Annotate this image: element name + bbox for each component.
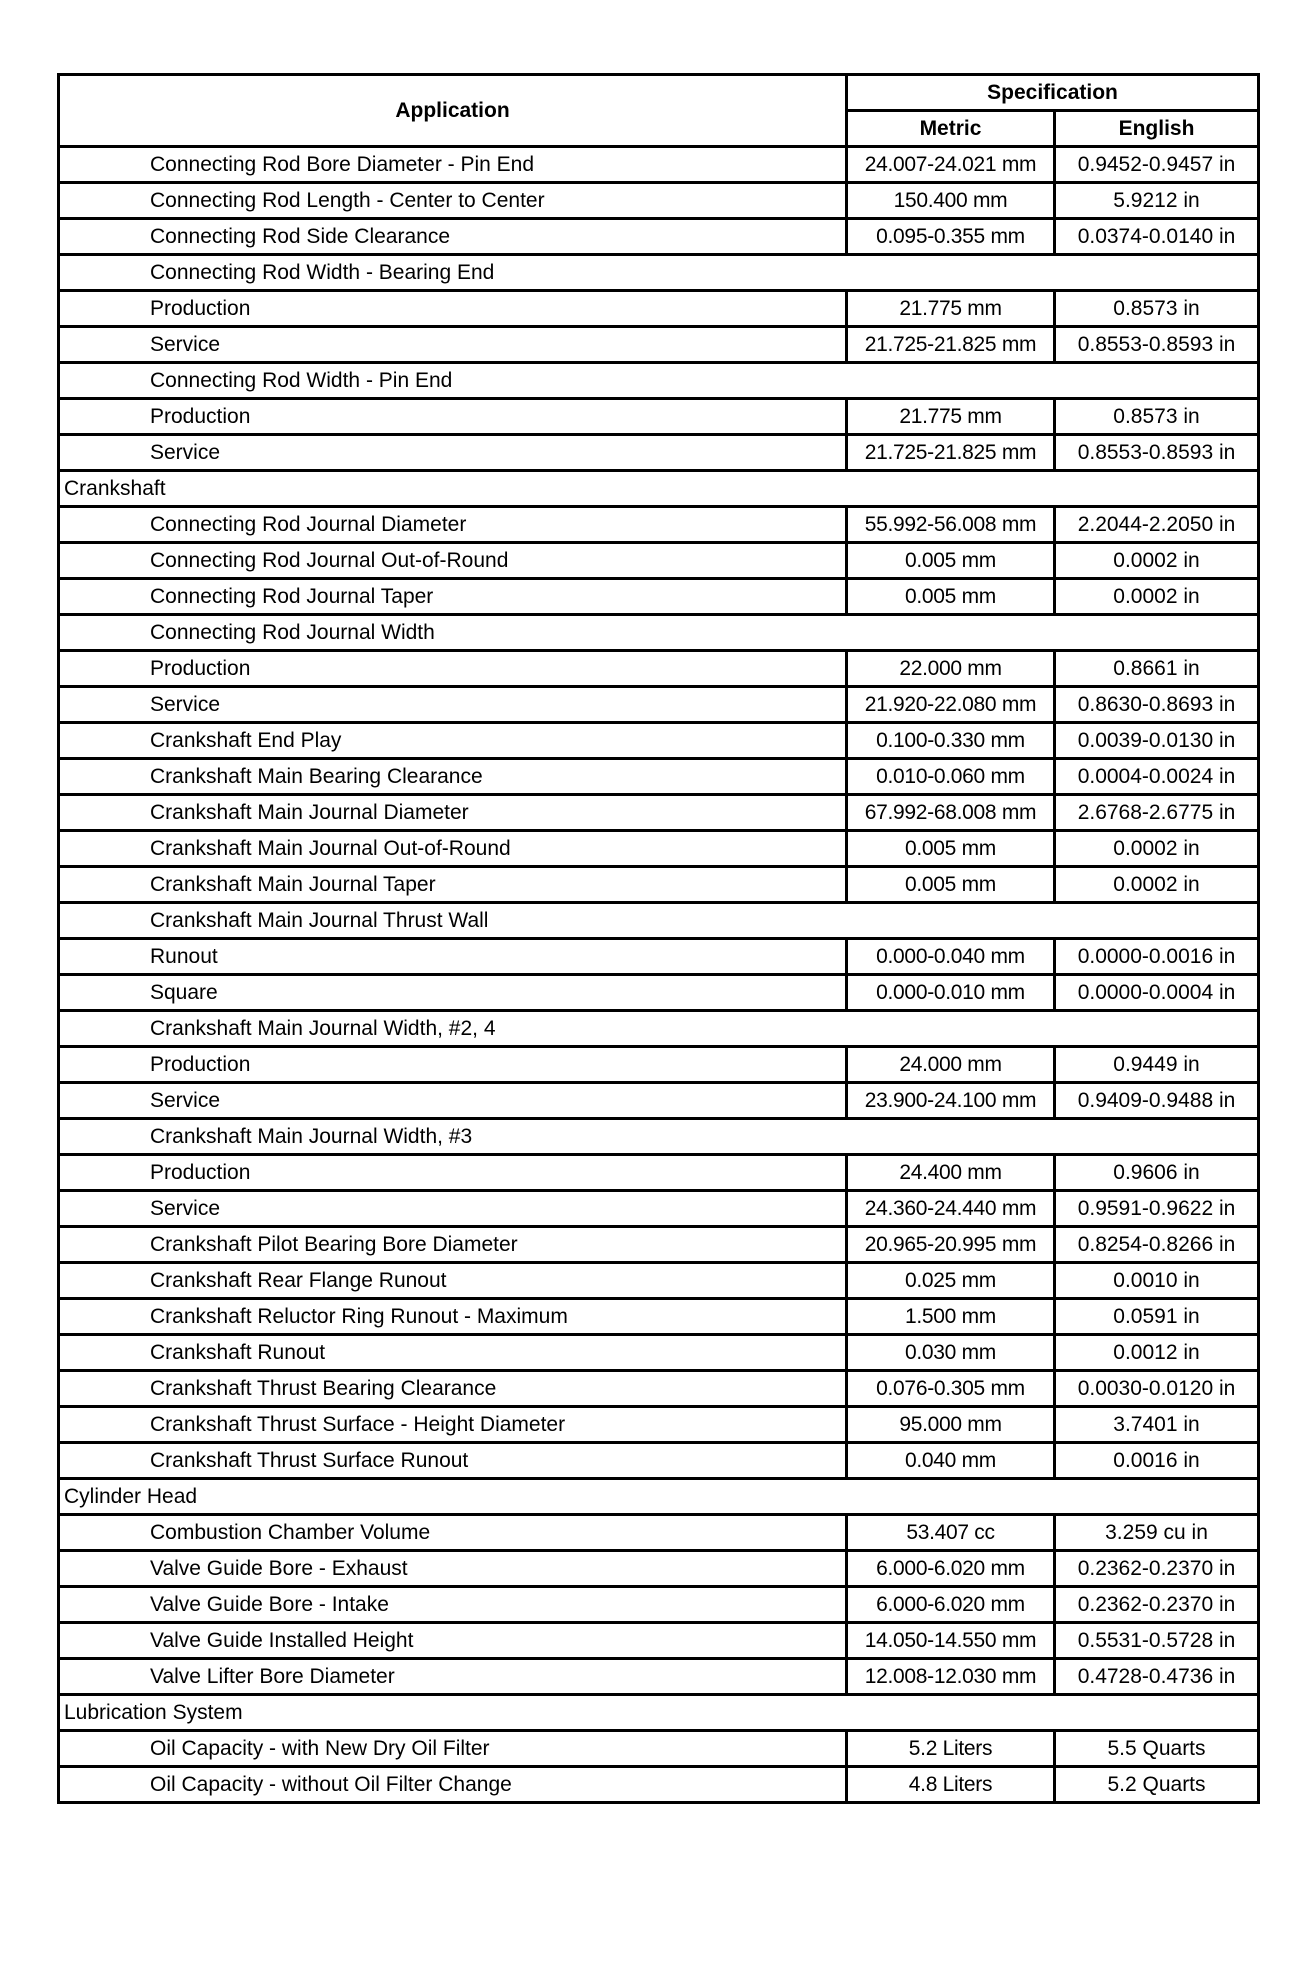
english-cell: 0.8630-0.8693 in: [1055, 687, 1259, 723]
metric-cell: 0.100-0.330 mm: [847, 723, 1055, 759]
metric-cell: 0.005 mm: [847, 543, 1055, 579]
table-row: [59, 723, 1259, 759]
metric-cell: 24.400 mm: [847, 1155, 1055, 1191]
section-row: [59, 1479, 1259, 1515]
metric-cell: 0.000-0.010 mm: [847, 975, 1055, 1011]
english-cell: 0.8553-0.8593 in: [1055, 327, 1259, 363]
application-cell: Connecting Rod Side Clearance: [59, 219, 847, 255]
table-row: [59, 543, 1259, 579]
table-header: [59, 75, 1259, 147]
application-cell: Crankshaft Main Journal Taper: [59, 867, 847, 903]
application-cell: Connecting Rod Journal Diameter: [59, 507, 847, 543]
application-cell: Production: [59, 399, 847, 435]
table-row: [59, 1047, 1259, 1083]
table-row: [59, 1155, 1259, 1191]
table-row: [59, 579, 1259, 615]
metric-cell: 0.005 mm: [847, 867, 1055, 903]
table-row: [59, 1731, 1259, 1767]
table-row: [59, 291, 1259, 327]
english-cell: 0.0000-0.0004 in: [1055, 975, 1259, 1011]
table-row: [59, 1263, 1259, 1299]
english-cell: 0.5531-0.5728 in: [1055, 1623, 1259, 1659]
metric-cell: 24.360-24.440 mm: [847, 1191, 1055, 1227]
metric-header: Metric: [847, 111, 1055, 147]
application-cell: Production: [59, 1047, 847, 1083]
application-cell: Square: [59, 975, 847, 1011]
english-cell: 0.8553-0.8593 in: [1055, 435, 1259, 471]
metric-cell: 0.025 mm: [847, 1263, 1055, 1299]
application-cell: Production: [59, 291, 847, 327]
application-cell: Combustion Chamber Volume: [59, 1515, 847, 1551]
application-cell: Crankshaft Thrust Surface Runout: [59, 1443, 847, 1479]
table-row: [59, 795, 1259, 831]
application-cell: Service: [59, 1083, 847, 1119]
metric-cell: 21.775 mm: [847, 291, 1055, 327]
metric-cell: 12.008-12.030 mm: [847, 1659, 1055, 1695]
application-cell: Production: [59, 1155, 847, 1191]
english-cell: 0.0030-0.0120 in: [1055, 1371, 1259, 1407]
metric-cell: 14.050-14.550 mm: [847, 1623, 1055, 1659]
english-cell: 0.2362-0.2370 in: [1055, 1587, 1259, 1623]
metric-cell: 0.005 mm: [847, 579, 1055, 615]
english-cell: 0.0374-0.0140 in: [1055, 219, 1259, 255]
group-row: [59, 1011, 1259, 1047]
application-cell: Valve Lifter Bore Diameter: [59, 1659, 847, 1695]
application-cell: Connecting Rod Journal Out-of-Round: [59, 543, 847, 579]
section-heading: Cylinder Head: [59, 1479, 1259, 1515]
english-cell: 0.0004-0.0024 in: [1055, 759, 1259, 795]
table-row: [59, 831, 1259, 867]
metric-cell: 0.005 mm: [847, 831, 1055, 867]
group-row: [59, 903, 1259, 939]
application-cell: Valve Guide Bore - Intake: [59, 1587, 847, 1623]
application-cell: Crankshaft Main Journal Out-of-Round: [59, 831, 847, 867]
metric-cell: 24.007-24.021 mm: [847, 147, 1055, 183]
metric-cell: 0.095-0.355 mm: [847, 219, 1055, 255]
english-cell: 0.0010 in: [1055, 1263, 1259, 1299]
application-cell: Service: [59, 327, 847, 363]
table-row: [59, 1551, 1259, 1587]
group-heading: Connecting Rod Journal Width: [59, 615, 1259, 651]
application-cell: Oil Capacity - without Oil Filter Change: [59, 1767, 847, 1803]
english-cell: 0.8573 in: [1055, 291, 1259, 327]
table-row: [59, 1443, 1259, 1479]
group-row: [59, 1119, 1259, 1155]
metric-cell: 24.000 mm: [847, 1047, 1055, 1083]
metric-cell: 21.920-22.080 mm: [847, 687, 1055, 723]
table-row: [59, 1587, 1259, 1623]
group-heading: Connecting Rod Width - Bearing End: [59, 255, 1259, 291]
specification-header: Specification: [847, 75, 1259, 111]
table-row: [59, 399, 1259, 435]
application-cell: Valve Guide Installed Height: [59, 1623, 847, 1659]
metric-cell: 6.000-6.020 mm: [847, 1551, 1055, 1587]
table-row: [59, 687, 1259, 723]
group-row: [59, 255, 1259, 291]
table-row: [59, 651, 1259, 687]
english-cell: 0.9591-0.9622 in: [1055, 1191, 1259, 1227]
group-heading: Crankshaft Main Journal Width, #3: [59, 1119, 1259, 1155]
english-cell: 0.0012 in: [1055, 1335, 1259, 1371]
metric-cell: 21.775 mm: [847, 399, 1055, 435]
english-cell: 0.4728-0.4736 in: [1055, 1659, 1259, 1695]
table-row: [59, 1407, 1259, 1443]
metric-cell: 5.2 Liters: [847, 1731, 1055, 1767]
english-header: English: [1055, 111, 1259, 147]
application-cell: Service: [59, 687, 847, 723]
metric-cell: 22.000 mm: [847, 651, 1055, 687]
metric-cell: 0.010-0.060 mm: [847, 759, 1055, 795]
table-row: [59, 867, 1259, 903]
english-cell: 0.9409-0.9488 in: [1055, 1083, 1259, 1119]
application-cell: Crankshaft Reluctor Ring Runout - Maximum: [59, 1299, 847, 1335]
english-cell: 0.9452-0.9457 in: [1055, 147, 1259, 183]
metric-cell: 0.040 mm: [847, 1443, 1055, 1479]
english-cell: 3.259 cu in: [1055, 1515, 1259, 1551]
table-row: [59, 1299, 1259, 1335]
application-header: Application: [59, 75, 847, 147]
application-cell: Service: [59, 435, 847, 471]
group-heading: Crankshaft Main Journal Thrust Wall: [59, 903, 1259, 939]
table-row: [59, 327, 1259, 363]
table-row: [59, 435, 1259, 471]
english-cell: 0.0002 in: [1055, 867, 1259, 903]
english-cell: 0.0000-0.0016 in: [1055, 939, 1259, 975]
metric-cell: 20.965-20.995 mm: [847, 1227, 1055, 1263]
table-row: [59, 507, 1259, 543]
table-row: [59, 183, 1259, 219]
table-row: [59, 1191, 1259, 1227]
english-cell: 0.0016 in: [1055, 1443, 1259, 1479]
english-cell: 0.0002 in: [1055, 543, 1259, 579]
table-row: [59, 147, 1259, 183]
table-row: [59, 939, 1259, 975]
table-row: [59, 1659, 1259, 1695]
section-heading: Crankshaft: [59, 471, 1259, 507]
application-cell: Crankshaft Runout: [59, 1335, 847, 1371]
application-cell: Crankshaft Rear Flange Runout: [59, 1263, 847, 1299]
english-cell: 0.0039-0.0130 in: [1055, 723, 1259, 759]
specification-table: [57, 73, 1260, 1804]
table-row: [59, 1083, 1259, 1119]
metric-cell: 67.992-68.008 mm: [847, 795, 1055, 831]
application-cell: Runout: [59, 939, 847, 975]
metric-cell: 0.000-0.040 mm: [847, 939, 1055, 975]
table-row: [59, 759, 1259, 795]
group-heading: Crankshaft Main Journal Width, #2, 4: [59, 1011, 1259, 1047]
metric-cell: 0.076-0.305 mm: [847, 1371, 1055, 1407]
table-row: [59, 1227, 1259, 1263]
english-cell: 2.6768-2.6775 in: [1055, 795, 1259, 831]
english-cell: 0.8661 in: [1055, 651, 1259, 687]
english-cell: 0.0591 in: [1055, 1299, 1259, 1335]
table-row: [59, 975, 1259, 1011]
metric-cell: 21.725-21.825 mm: [847, 327, 1055, 363]
english-cell: 5.2 Quarts: [1055, 1767, 1259, 1803]
table-row: [59, 1371, 1259, 1407]
english-cell: 5.5 Quarts: [1055, 1731, 1259, 1767]
english-cell: 0.8254-0.8266 in: [1055, 1227, 1259, 1263]
section-heading: Lubrication System: [59, 1695, 1259, 1731]
metric-cell: 150.400 mm: [847, 183, 1055, 219]
group-row: [59, 615, 1259, 651]
application-cell: Crankshaft End Play: [59, 723, 847, 759]
application-cell: Crankshaft Main Journal Diameter: [59, 795, 847, 831]
table-row: [59, 1767, 1259, 1803]
english-cell: 0.8573 in: [1055, 399, 1259, 435]
metric-cell: 55.992-56.008 mm: [847, 507, 1055, 543]
application-cell: Connecting Rod Bore Diameter - Pin End: [59, 147, 847, 183]
application-cell: Production: [59, 651, 847, 687]
metric-cell: 23.900-24.100 mm: [847, 1083, 1055, 1119]
english-cell: 0.9449 in: [1055, 1047, 1259, 1083]
english-cell: 0.2362-0.2370 in: [1055, 1551, 1259, 1587]
metric-cell: 95.000 mm: [847, 1407, 1055, 1443]
metric-cell: 4.8 Liters: [847, 1767, 1055, 1803]
metric-cell: 6.000-6.020 mm: [847, 1587, 1055, 1623]
english-cell: 2.2044-2.2050 in: [1055, 507, 1259, 543]
metric-cell: 53.407 cc: [847, 1515, 1055, 1551]
application-cell: Crankshaft Thrust Bearing Clearance: [59, 1371, 847, 1407]
table-row: [59, 1335, 1259, 1371]
table-body: [59, 147, 1259, 1803]
application-cell: Crankshaft Thrust Surface - Height Diameter: [59, 1407, 847, 1443]
english-cell: 0.0002 in: [1055, 579, 1259, 615]
section-row: [59, 471, 1259, 507]
metric-cell: 1.500 mm: [847, 1299, 1055, 1335]
table-row: [59, 219, 1259, 255]
table-row: [59, 1515, 1259, 1551]
application-cell: Crankshaft Main Bearing Clearance: [59, 759, 847, 795]
metric-cell: 21.725-21.825 mm: [847, 435, 1055, 471]
english-cell: 3.7401 in: [1055, 1407, 1259, 1443]
group-row: [59, 363, 1259, 399]
english-cell: 0.9606 in: [1055, 1155, 1259, 1191]
application-cell: Oil Capacity - with New Dry Oil Filter: [59, 1731, 847, 1767]
section-row: [59, 1695, 1259, 1731]
application-cell: Service: [59, 1191, 847, 1227]
table-row: [59, 1623, 1259, 1659]
application-cell: Valve Guide Bore - Exhaust: [59, 1551, 847, 1587]
header-row-top: [59, 75, 1259, 111]
application-cell: Connecting Rod Journal Taper: [59, 579, 847, 615]
english-cell: 0.0002 in: [1055, 831, 1259, 867]
application-cell: Crankshaft Pilot Bearing Bore Diameter: [59, 1227, 847, 1263]
group-heading: Connecting Rod Width - Pin End: [59, 363, 1259, 399]
english-cell: 5.9212 in: [1055, 183, 1259, 219]
metric-cell: 0.030 mm: [847, 1335, 1055, 1371]
application-cell: Connecting Rod Length - Center to Center: [59, 183, 847, 219]
